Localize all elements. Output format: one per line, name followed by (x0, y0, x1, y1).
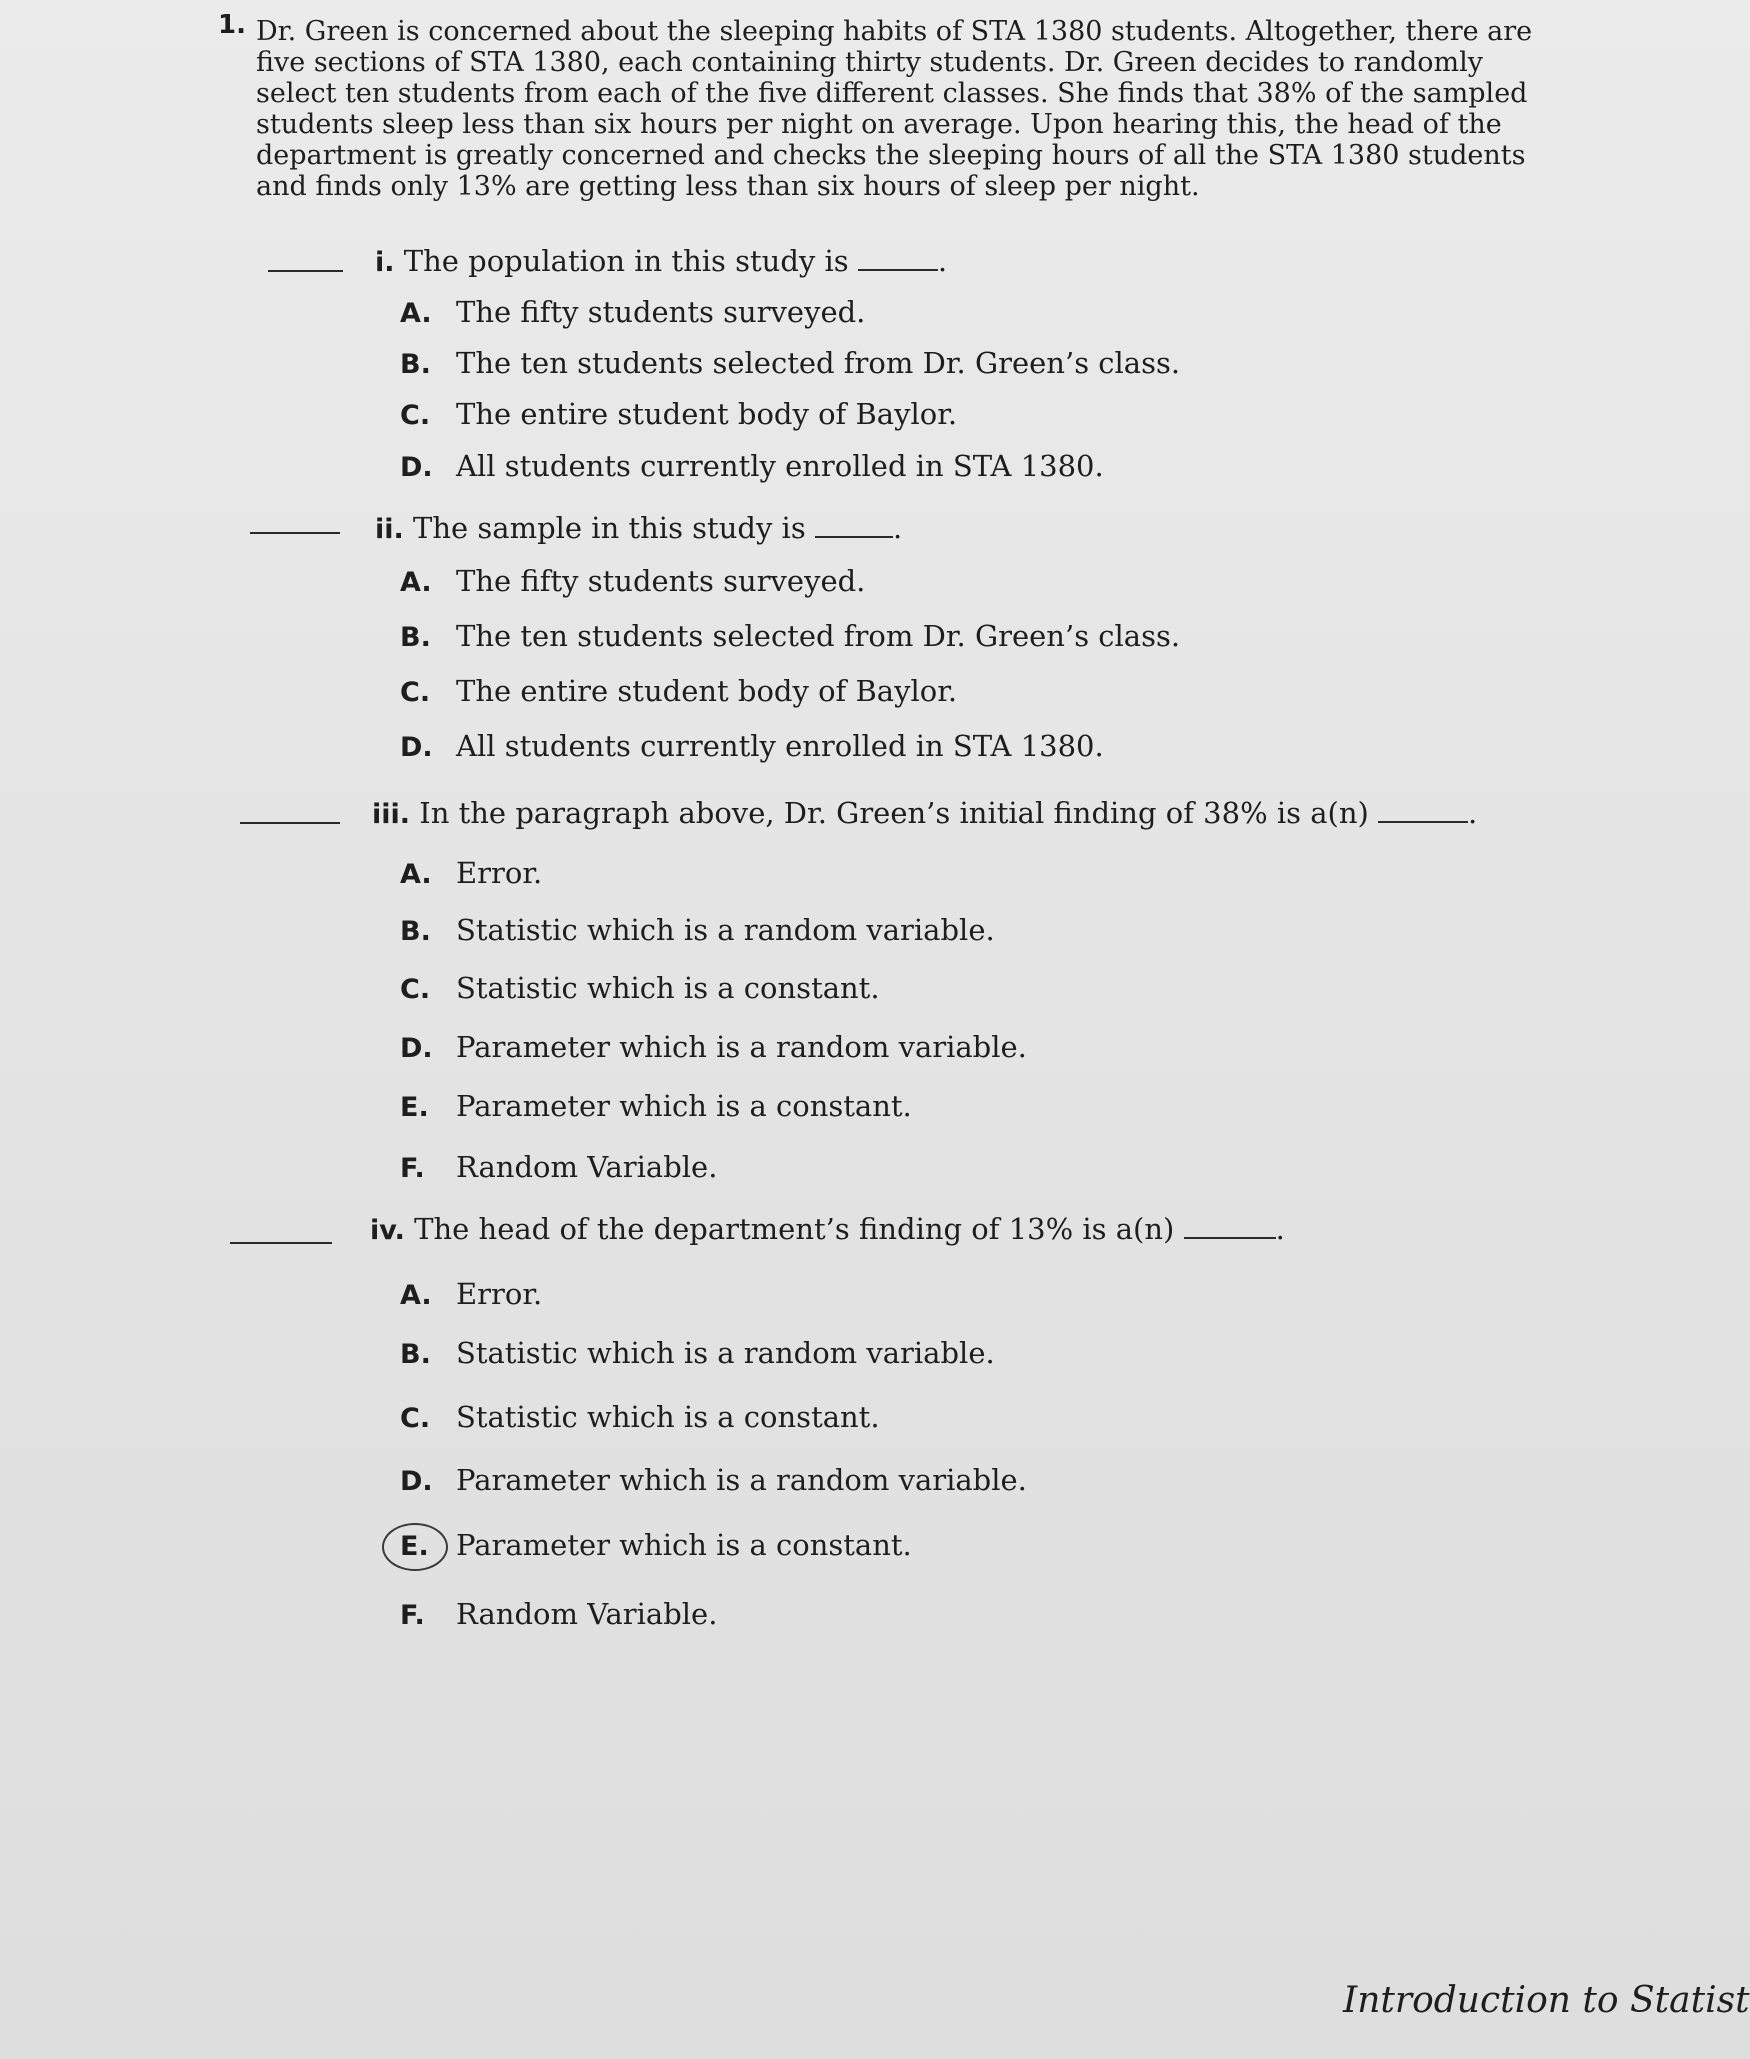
option[interactable] (400, 295, 865, 329)
option[interactable] (400, 564, 865, 598)
option-text: The entire student body of Baylor. (456, 674, 958, 708)
option-letter: A. (400, 859, 432, 890)
option-text: All students currently enrolled in STA 1380. (456, 449, 1104, 483)
prompt-text: The population in this study is (403, 244, 849, 278)
option[interactable] (400, 1277, 542, 1311)
option-letter: D. (400, 1466, 433, 1497)
option-text: Statistic which is a random variable. (456, 913, 995, 947)
circled-answer-mark (382, 1523, 448, 1571)
option[interactable] (400, 1463, 1027, 1497)
prompt-end: . (1275, 1212, 1285, 1246)
option-letter-text: E. (400, 1531, 429, 1562)
option-text: Parameter which is a random variable. (456, 1463, 1027, 1497)
inline-blank (815, 514, 893, 538)
part-prompt (372, 796, 1477, 830)
part-numeral: iii. (372, 799, 411, 830)
part-numeral: iv. (370, 1215, 405, 1246)
option[interactable] (400, 971, 880, 1005)
prompt-text: In the paragraph above, Dr. Green’s initial finding of 38% is a(n) (419, 796, 1369, 830)
option-text: Parameter which is a constant. (456, 1528, 912, 1562)
option[interactable] (400, 397, 957, 431)
option-letter: C. (400, 677, 431, 708)
option-text: The entire student body of Baylor. (456, 397, 958, 431)
option[interactable] (400, 1030, 1027, 1064)
option-text: The fifty students surveyed. (456, 564, 866, 598)
option-text: Statistic which is a random variable. (456, 1336, 995, 1370)
inline-blank (1378, 799, 1468, 823)
option-letter: B. (400, 916, 431, 947)
option-text: The fifty students surveyed. (456, 295, 866, 329)
option[interactable] (400, 1400, 880, 1434)
option[interactable] (400, 674, 957, 708)
running-footer: Introduction to Statist (1343, 1980, 1750, 2021)
answer-blank-line[interactable] (250, 532, 340, 534)
option[interactable] (400, 1089, 912, 1123)
prompt-text: The head of the department’s finding of 13% is a(n) (414, 1212, 1175, 1246)
prompt-end: . (937, 244, 948, 278)
option-text: Statistic which is a constant. (456, 1400, 880, 1434)
option[interactable] (400, 346, 1180, 380)
option-text: Error. (456, 856, 543, 890)
option-letter (400, 1531, 456, 1562)
option[interactable] (400, 1336, 995, 1370)
part-prompt (375, 244, 947, 278)
prompt-end: . (892, 511, 903, 545)
option-letter: B. (400, 349, 431, 380)
option-letter: A. (400, 1280, 432, 1311)
option[interactable] (400, 856, 542, 890)
option-text: Statistic which is a constant. (456, 971, 880, 1005)
option[interactable] (400, 449, 1104, 483)
option-text: Parameter which is a random variable. (456, 1030, 1027, 1064)
option-text: Random Variable. (456, 1597, 718, 1631)
prompt-text: The sample in this study is (413, 511, 806, 545)
option-letter: D. (400, 452, 433, 483)
option-selected[interactable] (400, 1528, 912, 1562)
option-letter: A. (400, 567, 432, 598)
option-letter: F. (400, 1600, 425, 1631)
answer-blank-line[interactable] (268, 270, 343, 272)
part-numeral: i. (375, 247, 395, 278)
option[interactable] (400, 1597, 717, 1631)
option-text: Random Variable. (456, 1150, 718, 1184)
option-letter: D. (400, 732, 433, 763)
part-prompt (370, 1212, 1285, 1246)
option-text: Error. (456, 1277, 543, 1311)
answer-blank-line[interactable] (240, 822, 340, 824)
option-letter: C. (400, 400, 431, 431)
part-numeral: ii. (375, 514, 404, 545)
prompt-end: . (1468, 796, 1478, 830)
answer-blank-line[interactable] (230, 1242, 332, 1244)
question-stem: Dr. Green is concerned about the sleeping habits of STA 1380 students. Altogether, there are five sections of STA 1380, each containing thirty students. Dr. Green decides to randomly select ten students from each of the five different classes. She finds that 38% of the sampled students sleep less than six hours per night on average. Upon hearing this, the head of the department is greatly concerned and checks the sleeping hours of all the STA 1380 students and finds only 13% are getting less than six hours of sleep per night. (256, 16, 1533, 202)
inline-blank (1184, 1215, 1276, 1239)
option-letter: C. (400, 974, 431, 1005)
inline-blank (858, 247, 938, 271)
option-letter: D. (400, 1033, 433, 1064)
option[interactable] (400, 1150, 717, 1184)
part-prompt (375, 511, 902, 545)
option-text: All students currently enrolled in STA 1380. (456, 729, 1104, 763)
option-letter: F. (400, 1153, 425, 1184)
option-text: The ten students selected from Dr. Green’s class. (456, 619, 1181, 653)
option[interactable] (400, 619, 1180, 653)
option-text: The ten students selected from Dr. Green’s class. (456, 346, 1181, 380)
question-number: 1. (218, 10, 246, 40)
option-letter: E. (400, 1092, 429, 1123)
option-text: Parameter which is a constant. (456, 1089, 912, 1123)
option[interactable] (400, 913, 995, 947)
option-letter: B. (400, 1339, 431, 1370)
option-letter: B. (400, 622, 431, 653)
option[interactable] (400, 729, 1104, 763)
option-letter: A. (400, 298, 432, 329)
option-letter: C. (400, 1403, 431, 1434)
